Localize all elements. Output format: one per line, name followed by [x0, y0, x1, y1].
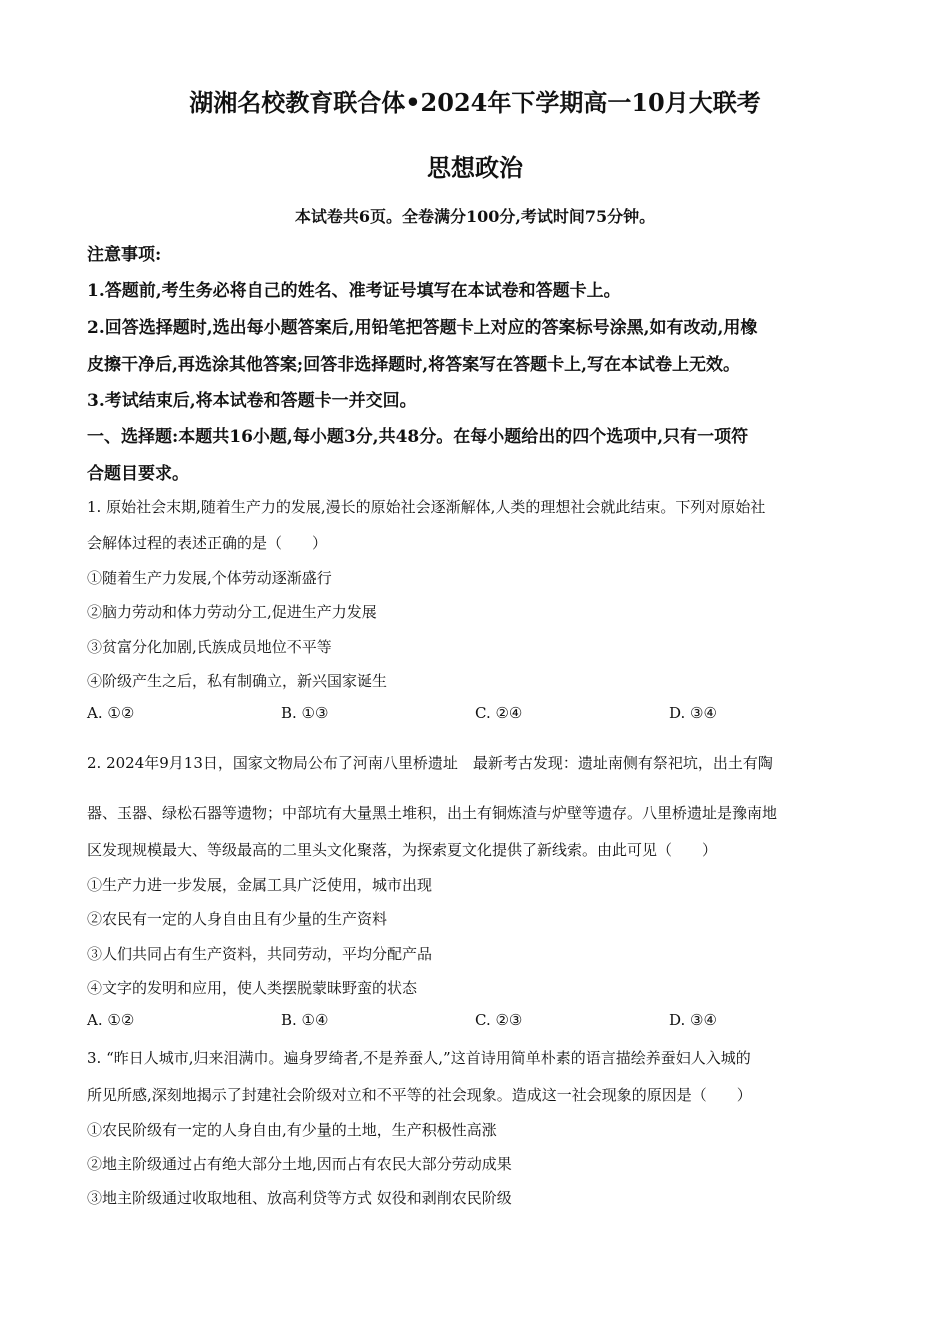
notes-item-3: 3.考试结束后,将本试卷和答题卡一并交回。: [87, 391, 417, 411]
notes-item-2-line-1: 2.回答选择题时,选出每小题答案后,用铅笔把答题卡上对应的答案标号涂黑,如有改动,用橡: [87, 318, 758, 338]
q3-statement-2: ②地主阶级通过占有绝大部分土地,因而占有农民大部分劳动成果: [87, 1155, 512, 1173]
q1-stem-line-1: 1. 原始社会末期,随着生产力的发展,漫长的原始社会逐渐解体,人类的理想社会就此结束。下列对原始社: [87, 498, 766, 516]
q2-option-a: A. ①②: [87, 1011, 135, 1029]
q3-statement-1: ①农民阶级有一定的人身自由,有少量的土地，生产积极性高涨: [87, 1121, 497, 1139]
q1-statement-1: ①随着生产力发展,个体劳动逐渐盛行: [87, 569, 332, 587]
q2-option-c: C. ②③: [475, 1011, 523, 1029]
q1-option-d: D. ③④: [669, 704, 717, 722]
q2-statement-1: ①生产力进一步发展，金属工具广泛使用，城市出现: [87, 876, 433, 894]
section-heading-line-1: 一、选择题:本题共16小题,每小题3分,共48分。在每小题给出的四个选项中,只有一项符: [87, 427, 749, 447]
q2-stem-line-1: 2. 2024年9月13日，国家文物局公布了河南八里桥遗址 最新考古发现：遗址南侧有祭祀坑，出土有陶: [87, 754, 773, 772]
q1-statement-2: ②脑力劳动和体力劳动分工,促进生产力发展: [87, 603, 377, 621]
q3-stem-line-2: 所见所感,深刻地揭示了封建社会阶级对立和不平等的社会现象。造成这一社会现象的原因是（ ）: [87, 1086, 752, 1104]
subject-title: 思想政治: [427, 153, 523, 182]
section-heading-line-2: 合题目要求。: [87, 464, 189, 484]
q2-statement-2: ②农民有一定的人身自由且有少量的生产资料: [87, 910, 388, 928]
notes-heading: 注意事项:: [87, 245, 162, 265]
notes-item-2-line-2: 皮擦干净后,再选涂其他答案;回答非选择题时,将答案写在答题卡上,写在本试卷上无效。: [87, 355, 741, 375]
q3-statement-3: ③地主阶级通过收取地租、放高利贷等方式 奴役和剥削农民阶级: [87, 1189, 512, 1207]
exam-title: 湖湘名校教育联合体•2024年下学期高一10月大联考: [189, 88, 761, 117]
q1-option-a: A. ①②: [87, 704, 135, 722]
q2-option-d: D. ③④: [669, 1011, 717, 1029]
q2-statement-4: ④文字的发明和应用，使人类摆脱蒙昧野蛮的状态: [87, 979, 418, 997]
notes-item-1: 1.答题前,考生务必将自己的姓名、准考证号填写在本试卷和答题卡上。: [87, 281, 621, 301]
q1-option-b: B. ①③: [281, 704, 329, 722]
exam-info: 本试卷共6页。全卷满分100分,考试时间75分钟。: [294, 207, 656, 226]
q2-stem-line-2: 器、玉器、绿松石器等遗物；中部坑有大量黑土堆积，出土有铜炼渣与炉壁等遗存。八里桥遗址是豫南地: [87, 804, 778, 822]
q1-stem-line-2: 会解体过程的表述正确的是（ ）: [87, 534, 328, 552]
q1-option-c: C. ②④: [475, 704, 523, 722]
q2-stem-line-3: 区发现规模最大、等级最高的二里头文化聚落，为探索夏文化提供了新线索。由此可见（ ）: [87, 841, 718, 859]
q3-stem-line-1: 3. “昨日人城市,归来泪满巾。遍身罗绮者,不是养蚕人,”这首诗用简单朴素的语言描绘养蚕妇人入城的: [87, 1049, 751, 1067]
q1-statement-3: ③贫富分化加剧,氏族成员地位不平等: [87, 638, 332, 656]
q2-option-b: B. ①④: [281, 1011, 329, 1029]
q2-statement-3: ③人们共同占有生产资料，共同劳动，平均分配产品: [87, 945, 433, 963]
q1-statement-4: ④阶级产生之后，私有制确立，新兴国家诞生: [87, 672, 388, 690]
